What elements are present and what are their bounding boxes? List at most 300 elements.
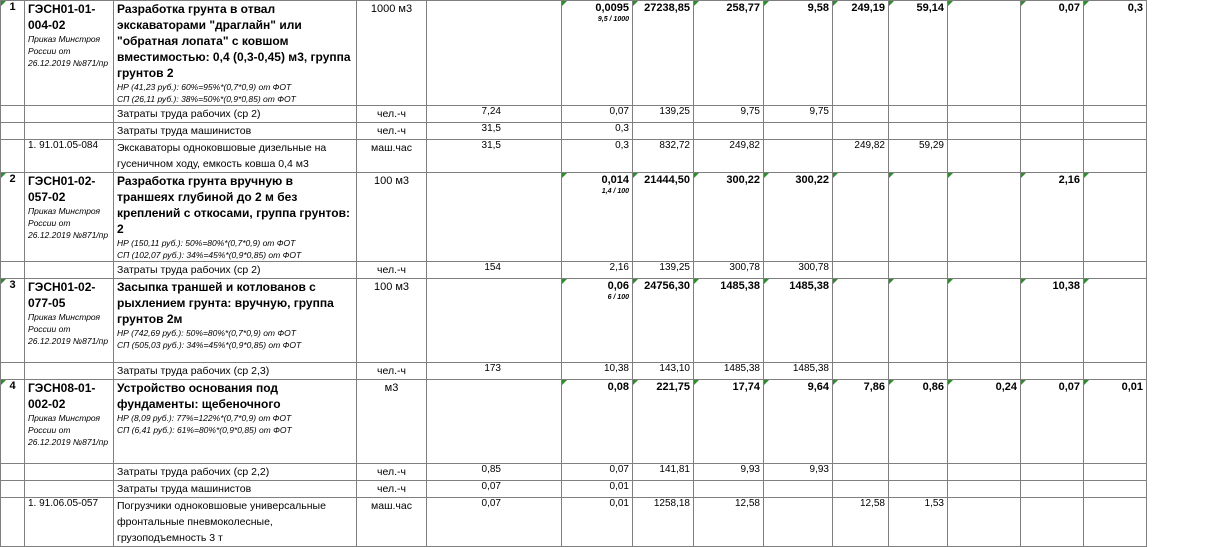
item-unit-value: м3	[384, 382, 399, 394]
sub-code	[25, 363, 114, 380]
sub-qty-value: 0,07	[609, 464, 629, 475]
item-title: Засыпка траншей и котлованов с рыхлением грунта: вручную, группа грунтов 2м	[117, 280, 334, 326]
sub-c12	[948, 464, 1021, 481]
item-c11	[889, 173, 948, 262]
quantity-formula: 1,4 / 100	[601, 188, 629, 195]
item-unit	[357, 1, 427, 106]
item-total-value: 258,77	[726, 2, 760, 14]
item-c14-value: 0,3	[1127, 2, 1143, 14]
item-c10	[833, 1, 889, 106]
item-c13	[1021, 1, 1084, 106]
row-index	[1, 140, 25, 173]
item-c11	[889, 279, 948, 363]
item-c13-value: 10,38	[1052, 280, 1080, 292]
sub-norm-value: 0,07	[481, 498, 501, 509]
item-c11-value: 59,14	[916, 2, 944, 14]
sub-c14	[1084, 123, 1147, 140]
item-c12-value: 0,24	[995, 381, 1017, 393]
cell-marker-icon	[562, 279, 567, 284]
overhead-note: НР (8,09 руб.): 77%=122%*(0,7*0,9) от ФОТ	[117, 413, 292, 423]
cell-marker-icon	[633, 279, 638, 284]
item-c12	[948, 279, 1021, 363]
sub-c12	[948, 498, 1021, 547]
sub-c10	[833, 123, 889, 140]
sub-c14	[1084, 262, 1147, 279]
item-index	[1, 173, 25, 262]
sub-qty	[562, 498, 633, 547]
sub-qty	[562, 464, 633, 481]
sub-total-value: 9,75	[740, 106, 760, 117]
item-c11	[889, 380, 948, 464]
sub-c11	[889, 498, 948, 547]
item-quantity-cell	[562, 380, 633, 464]
sub-c12	[948, 106, 1021, 123]
sub-c14	[1084, 498, 1147, 547]
sub-c11	[889, 262, 948, 279]
sub-total-value: 1485,38	[723, 363, 760, 374]
sub-c9-value: 9,93	[809, 464, 829, 475]
item-price-value: 21444,50	[644, 174, 690, 186]
sub-label	[114, 262, 357, 279]
sub-price-value: 139,25	[659, 106, 690, 117]
item-c9	[764, 380, 833, 464]
sub-c10	[833, 481, 889, 498]
item-c13	[1021, 173, 1084, 262]
table-body	[1, 1, 1219, 547]
item-title: Устройство основания под фундаменты: щебеночного	[117, 381, 281, 411]
cell-marker-icon	[1084, 380, 1089, 385]
sub-qty	[562, 140, 633, 173]
cell-marker-icon	[764, 1, 769, 6]
sub-c14	[1084, 481, 1147, 498]
sub-c10	[833, 498, 889, 547]
item-quantity: 0,06	[607, 280, 629, 292]
sub-price	[633, 498, 694, 547]
sub-total-value: 9,93	[740, 464, 760, 475]
sub-label-value: Затраты труда машинистов	[117, 483, 252, 495]
item-description-cell	[114, 380, 357, 464]
cell-marker-icon	[694, 1, 699, 6]
item-description-cell	[114, 1, 357, 106]
cell-marker-icon	[764, 173, 769, 178]
item-price	[633, 380, 694, 464]
cell-marker-icon	[764, 380, 769, 385]
item-reference: Приказ Минстроя России от 26.12.2019 №871/пр	[28, 34, 109, 68]
item-c9-value: 9,64	[807, 381, 829, 393]
item-code-cell	[25, 380, 114, 464]
sub-c12	[948, 481, 1021, 498]
labor-cost-row	[1, 464, 1219, 481]
sub-c9	[764, 363, 833, 380]
item-price	[633, 279, 694, 363]
sub-c10-value: 12,58	[859, 498, 885, 509]
cell-marker-icon	[889, 380, 894, 385]
sub-label	[114, 498, 357, 547]
sub-c12	[948, 123, 1021, 140]
sub-label-value: Погрузчики одноковшовые универсальные фронтальные пневмоколесные, грузоподъемность 3 т	[117, 500, 326, 544]
sub-c13	[1021, 464, 1084, 481]
sub-unit-value: чел.-ч	[377, 365, 406, 377]
sub-qty	[562, 262, 633, 279]
cell-marker-icon	[948, 173, 953, 178]
item-index-value: 4	[9, 380, 16, 392]
sub-code	[25, 123, 114, 140]
item-code-cell	[25, 1, 114, 106]
sub-c10	[833, 140, 889, 173]
overhead-note: НР (150,11 руб.): 50%=80%*(0,7*0,9) от ФОТ	[117, 238, 296, 248]
item-c14-value: 0,01	[1121, 381, 1143, 393]
sub-c12	[948, 262, 1021, 279]
item-reference: Приказ Минстроя России от 26.12.2019 №871/пр	[28, 413, 109, 447]
item-norm	[427, 173, 562, 262]
item-c10-value: 249,19	[851, 2, 885, 14]
item-code: ГЭСН08-01-002-02	[28, 381, 96, 411]
item-c13	[1021, 279, 1084, 363]
profit-note: СП (102,07 руб.): 34%=45%*(0,9*0,85) от ФОТ	[117, 250, 302, 260]
cell-marker-icon	[562, 380, 567, 385]
item-description-cell	[114, 279, 357, 363]
cell-marker-icon	[694, 173, 699, 178]
cell-marker-icon	[1, 380, 6, 385]
item-c13	[1021, 380, 1084, 464]
item-code: ГЭСН01-02-077-05	[28, 280, 96, 310]
cell-marker-icon	[694, 380, 699, 385]
sub-qty	[562, 363, 633, 380]
sub-unit-value: чел.-ч	[377, 125, 406, 137]
item-price-value: 27238,85	[644, 2, 690, 14]
row-index	[1, 481, 25, 498]
sub-c11	[889, 106, 948, 123]
sub-norm-value: 31,5	[481, 123, 501, 134]
cell-marker-icon	[1084, 1, 1089, 6]
item-total-value: 300,22	[726, 174, 760, 186]
overhead-note: НР (742,69 руб.): 50%=80%*(0,7*0,9) от ФОТ	[117, 328, 296, 338]
sub-c10	[833, 363, 889, 380]
sub-price-value: 139,25	[659, 262, 690, 273]
sub-c9	[764, 481, 833, 498]
sub-price-value: 832,72	[659, 140, 690, 151]
sub-total	[694, 498, 764, 547]
sub-label	[114, 123, 357, 140]
sub-c14	[1084, 363, 1147, 380]
cell-marker-icon	[833, 1, 838, 6]
sub-c9	[764, 106, 833, 123]
sub-c10	[833, 262, 889, 279]
sub-norm	[427, 363, 562, 380]
cell-marker-icon	[633, 173, 638, 178]
sub-c11-value: 1,53	[924, 498, 944, 509]
sub-c9	[764, 123, 833, 140]
sub-total	[694, 464, 764, 481]
cell-marker-icon	[764, 279, 769, 284]
cell-marker-icon	[633, 380, 638, 385]
row-index	[1, 464, 25, 481]
item-norm	[427, 279, 562, 363]
sub-unit-value: чел.-ч	[377, 264, 406, 276]
labor-cost-row	[1, 363, 1219, 380]
resource-code	[25, 140, 114, 173]
item-c9-value: 1485,38	[789, 280, 829, 292]
item-c14	[1084, 173, 1147, 262]
sub-c9-value: 9,75	[809, 106, 829, 117]
sub-c13	[1021, 140, 1084, 173]
cell-marker-icon	[1084, 173, 1089, 178]
item-code: ГЭСН01-01-004-02	[28, 2, 96, 32]
cell-marker-icon	[833, 380, 838, 385]
item-quantity: 0,014	[601, 174, 629, 186]
item-c10	[833, 380, 889, 464]
item-quantity-cell	[562, 279, 633, 363]
sub-norm-value: 0,07	[481, 481, 501, 492]
cell-marker-icon	[1021, 279, 1026, 284]
estimate-item-row	[1, 279, 1219, 363]
item-c10	[833, 279, 889, 363]
sub-price	[633, 123, 694, 140]
sub-price-value: 1258,18	[653, 498, 690, 509]
item-c12	[948, 380, 1021, 464]
cell-marker-icon	[1021, 173, 1026, 178]
sub-c13	[1021, 498, 1084, 547]
sub-qty-value: 0,01	[609, 481, 629, 492]
estimate-item-row	[1, 1, 1219, 106]
sub-label	[114, 363, 357, 380]
sub-label	[114, 106, 357, 123]
item-c11-value: 0,86	[922, 381, 944, 393]
sub-c10	[833, 106, 889, 123]
item-index	[1, 380, 25, 464]
sub-price	[633, 464, 694, 481]
sub-qty-value: 10,38	[603, 363, 629, 374]
resource-row	[1, 498, 1219, 547]
sub-unit	[357, 481, 427, 498]
sub-price	[633, 140, 694, 173]
sub-price	[633, 363, 694, 380]
sub-price-value: 141,81	[659, 464, 690, 475]
item-unit	[357, 279, 427, 363]
item-c14	[1084, 1, 1147, 106]
profit-note: СП (26,11 руб.): 38%=50%*(0,9*0,85) от ФОТ	[117, 94, 296, 104]
item-total-value: 1485,38	[720, 280, 760, 292]
sub-label-value: Затраты труда рабочих (ср 2)	[117, 108, 261, 120]
item-index-value: 2	[9, 173, 16, 185]
sub-unit	[357, 106, 427, 123]
sub-c13	[1021, 481, 1084, 498]
cell-marker-icon	[633, 1, 638, 6]
sub-total-value: 249,82	[729, 140, 760, 151]
sub-c13	[1021, 262, 1084, 279]
sub-total	[694, 363, 764, 380]
labor-cost-row	[1, 106, 1219, 123]
item-unit	[357, 380, 427, 464]
overhead-note: НР (41,23 руб.): 60%=95%*(0,7*0,9) от ФОТ	[117, 82, 292, 92]
sub-norm-value: 7,24	[481, 106, 501, 117]
item-index-value: 1	[9, 1, 16, 13]
sub-unit-value: маш.час	[371, 142, 412, 154]
cell-marker-icon	[833, 173, 838, 178]
sub-c9	[764, 140, 833, 173]
sub-c11	[889, 123, 948, 140]
sub-norm	[427, 123, 562, 140]
item-reference: Приказ Минстроя России от 26.12.2019 №871/пр	[28, 206, 109, 240]
row-index	[1, 363, 25, 380]
item-unit-value: 100 м3	[373, 281, 410, 293]
sub-c11-value: 59,29	[918, 140, 944, 151]
sub-price	[633, 106, 694, 123]
labor-cost-row	[1, 262, 1219, 279]
sub-label	[114, 481, 357, 498]
item-reference: Приказ Минстроя России от 26.12.2019 №871/пр	[28, 312, 109, 346]
item-c13-value: 0,07	[1058, 381, 1080, 393]
sub-unit	[357, 123, 427, 140]
profit-note: СП (505,03 руб.): 34%=45%*(0,9*0,85) от ФОТ	[117, 340, 302, 350]
sub-total	[694, 140, 764, 173]
sub-unit	[357, 140, 427, 173]
cell-marker-icon	[694, 279, 699, 284]
item-index	[1, 279, 25, 363]
row-index	[1, 123, 25, 140]
cell-marker-icon	[1, 279, 6, 284]
row-index	[1, 106, 25, 123]
sub-c10-value: 249,82	[854, 140, 885, 151]
item-title: Разработка грунта вручную в траншеях глубиной до 2 м без креплений с откосами, группа грунтов: 2	[117, 174, 350, 236]
sub-price	[633, 262, 694, 279]
sub-qty-value: 0,3	[615, 140, 629, 151]
cell-marker-icon	[1021, 1, 1026, 6]
item-c14	[1084, 279, 1147, 363]
item-price	[633, 1, 694, 106]
sub-c11	[889, 481, 948, 498]
sub-c13	[1021, 106, 1084, 123]
sub-c9	[764, 464, 833, 481]
sub-c12	[948, 363, 1021, 380]
item-c10	[833, 173, 889, 262]
item-code: ГЭСН01-02-057-02	[28, 174, 96, 204]
item-quantity: 0,08	[607, 381, 629, 393]
item-price	[633, 173, 694, 262]
sub-unit	[357, 262, 427, 279]
sub-c13	[1021, 363, 1084, 380]
sub-qty	[562, 106, 633, 123]
sub-total-value: 12,58	[734, 498, 760, 509]
item-code-cell	[25, 279, 114, 363]
sub-norm-value: 0,85	[481, 464, 501, 475]
item-norm	[427, 380, 562, 464]
sub-total	[694, 123, 764, 140]
sub-c12	[948, 140, 1021, 173]
sub-label	[114, 140, 357, 173]
sub-c11	[889, 140, 948, 173]
sub-c10	[833, 464, 889, 481]
sub-label-value: Экскаваторы одноковшовые дизельные на гусеничном ходу, емкость ковша 0,4 м3	[117, 142, 327, 170]
sub-c14	[1084, 140, 1147, 173]
sub-norm	[427, 262, 562, 279]
item-total	[694, 173, 764, 262]
quantity-formula: 9,5 / 1000	[597, 16, 629, 23]
sub-c9-value: 1485,38	[792, 363, 829, 374]
item-c9-value: 9,58	[807, 2, 829, 14]
sub-norm-value: 173	[484, 363, 501, 374]
cell-marker-icon	[1, 173, 6, 178]
item-code-cell	[25, 173, 114, 262]
sub-c9-value: 300,78	[798, 262, 829, 273]
sub-price-value: 143,10	[659, 363, 690, 374]
item-index-value: 3	[9, 279, 16, 291]
sub-qty-value: 0,01	[609, 498, 629, 509]
item-price-value: 24756,30	[644, 280, 690, 292]
row-index	[1, 262, 25, 279]
sub-c11	[889, 363, 948, 380]
item-c12	[948, 173, 1021, 262]
item-c9	[764, 173, 833, 262]
sub-norm	[427, 481, 562, 498]
cell-marker-icon	[889, 173, 894, 178]
quantity-formula: 6 / 100	[607, 294, 629, 301]
labor-cost-row	[1, 481, 1219, 498]
sub-qty-value: 2,16	[609, 262, 629, 273]
sub-norm-value: 31,5	[481, 140, 501, 151]
cell-marker-icon	[562, 1, 567, 6]
sub-code	[25, 481, 114, 498]
sub-unit	[357, 464, 427, 481]
item-c14	[1084, 380, 1147, 464]
item-c12	[948, 1, 1021, 106]
estimate-item-row	[1, 380, 1219, 464]
item-index	[1, 1, 25, 106]
sub-unit-value: чел.-ч	[377, 483, 406, 495]
sub-c14	[1084, 464, 1147, 481]
item-title: Разработка грунта в отвал экскаваторами "драглайн" или "обратная лопата" с ковшом вместимостью: 0,4 (0,3-0,45) м3, группа грунтов 2	[117, 2, 351, 80]
item-c9	[764, 1, 833, 106]
sub-norm-value: 154	[484, 262, 501, 273]
sub-code	[25, 262, 114, 279]
sub-norm	[427, 498, 562, 547]
item-unit-value: 100 м3	[373, 175, 410, 187]
cell-marker-icon	[948, 1, 953, 6]
item-c11	[889, 1, 948, 106]
cell-marker-icon	[1021, 380, 1026, 385]
row-index	[1, 498, 25, 547]
item-c13-value: 0,07	[1058, 2, 1080, 14]
sub-price	[633, 481, 694, 498]
sub-total-value: 300,78	[729, 262, 760, 273]
cell-marker-icon	[948, 279, 953, 284]
sub-label-value: Затраты труда рабочих (ср 2)	[117, 264, 261, 276]
item-total	[694, 279, 764, 363]
sub-qty-value: 0,07	[609, 106, 629, 117]
item-total	[694, 1, 764, 106]
item-c9-value: 300,22	[795, 174, 829, 186]
resource-code-value: 1. 91.01.05-084	[28, 140, 99, 151]
item-unit-value: 1000 м3	[370, 3, 413, 15]
sub-c9	[764, 262, 833, 279]
item-quantity: 0,0095	[595, 2, 629, 14]
cell-marker-icon	[948, 380, 953, 385]
cell-marker-icon	[1, 1, 6, 6]
sub-label-value: Затраты труда рабочих (ср 2,2)	[117, 466, 270, 478]
sub-c9	[764, 498, 833, 547]
cell-marker-icon	[889, 1, 894, 6]
item-norm	[427, 1, 562, 106]
sub-unit	[357, 498, 427, 547]
sub-code	[25, 464, 114, 481]
sub-label-value: Затраты труда рабочих (ср 2,3)	[117, 365, 270, 377]
item-price-value: 221,75	[656, 381, 690, 393]
item-unit	[357, 173, 427, 262]
item-description-cell	[114, 173, 357, 262]
sub-c13	[1021, 123, 1084, 140]
resource-row	[1, 140, 1219, 173]
sub-label	[114, 464, 357, 481]
